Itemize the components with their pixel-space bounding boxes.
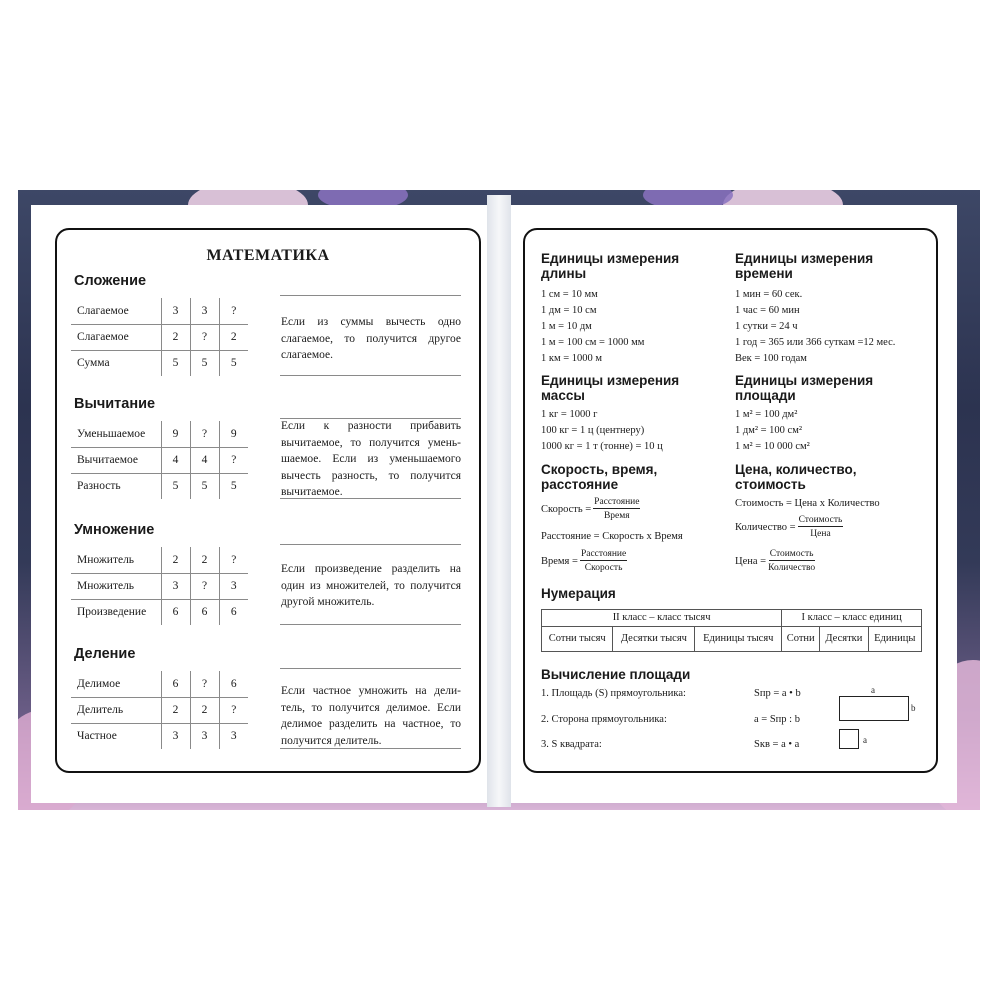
table-row [71, 473, 248, 499]
divider [280, 295, 461, 296]
numerator: Расстояние [580, 549, 627, 559]
list-item: 1 кг = 1000 г [541, 409, 598, 420]
numerator: Стоимость [798, 515, 843, 525]
square-side-a: a [863, 735, 867, 745]
page-title: МАТЕМАТИКА [206, 247, 330, 264]
area-units-list [735, 407, 810, 455]
table-cell: ? [190, 671, 219, 697]
fraction [580, 549, 627, 573]
table-cell: Слагаемое [71, 298, 161, 324]
table-row [71, 671, 248, 697]
table-cell: 3 [219, 723, 248, 749]
area-heading-line2: площади [735, 388, 796, 403]
cost-heading-line1: Цена, количество, [735, 462, 857, 477]
table-cell: 3 [219, 573, 248, 599]
fraction [593, 497, 640, 521]
table-cell: 2 [190, 697, 219, 723]
quantity-formula [735, 515, 843, 539]
table-cell: Единицы тысяч [695, 627, 782, 652]
list-item: 1 м = 100 см = 1000 мм [541, 337, 645, 348]
formula-left: Цена = [735, 555, 767, 567]
table-cell: Сотни [782, 627, 820, 652]
table-row [71, 421, 248, 447]
speed-formula [541, 497, 640, 521]
table-cell: 5 [219, 350, 248, 376]
area-calc-line-2: 2. Сторона прямоугольника: [541, 714, 667, 725]
list-item: 1 дм = 10 см [541, 305, 597, 316]
time-heading-line1: Единицы измерения [735, 251, 874, 266]
table-row [71, 298, 248, 324]
list-item: 1 год = 365 или 366 суткам =12 мес. [735, 337, 896, 348]
table-cell: 3 [161, 573, 190, 599]
length-heading [541, 251, 679, 281]
length-heading-line2: длины [541, 266, 587, 281]
table-cell: Множитель [71, 573, 161, 599]
list-item: 1 час = 60 мин [735, 305, 800, 316]
division-heading: Деление [74, 646, 136, 662]
formula-left: Скорость = [541, 503, 592, 515]
subtraction-rule-text: Если к разности прибавить вычитаемое, то получится уменьшаемое. Если из уменьшаемого вычесть разность, то получится вычитаемое. [281, 420, 461, 498]
table-cell: 2 [219, 324, 248, 350]
table-cell: ? [219, 697, 248, 723]
divider [280, 668, 461, 669]
multiplication-heading: Умножение [74, 522, 155, 538]
table-cell: Уменьшаемое [71, 421, 161, 447]
table-cell: ? [219, 298, 248, 324]
fraction [768, 549, 815, 573]
denominator: Скорость [584, 563, 623, 573]
cost-heading [735, 462, 856, 492]
length-heading-line1: Единицы измерения [541, 251, 680, 266]
list-item: 1 км = 1000 м [541, 353, 603, 364]
formula-left: Количество = [735, 521, 796, 533]
table-cell: ? [190, 324, 219, 350]
table-cell: 5 [161, 473, 190, 499]
table-row [71, 447, 248, 473]
mass-heading [541, 373, 679, 403]
table-cell: 6 [190, 599, 219, 625]
square-diagram [839, 729, 859, 749]
table-cell: Вычитаемое [71, 447, 161, 473]
table-cell: 3 [190, 723, 219, 749]
list-item: 1 мин = 60 сек. [735, 289, 803, 300]
table-cell: 2 [161, 697, 190, 723]
time-formula [541, 549, 627, 573]
reference-panel [523, 228, 938, 773]
table-cell: Произведение [77, 606, 147, 619]
time-heading [735, 251, 873, 281]
list-item: 1 м = 10 дм [541, 321, 592, 332]
denominator: Цена [810, 529, 831, 539]
speed-heading [541, 462, 657, 492]
cost-heading-line2: стоимость [735, 477, 806, 492]
area-formula-3: Sкв = a • a [754, 739, 800, 750]
numerator: Стоимость [769, 549, 814, 559]
table-cell: 3 [161, 298, 190, 324]
length-list [541, 287, 644, 367]
table-row [71, 324, 248, 350]
table-cell: 5 [190, 350, 219, 376]
table-cell: Десятки тысяч [613, 627, 695, 652]
list-item: 100 кг = 1 ц (центнеру) [541, 425, 645, 436]
subtraction-heading: Вычитание [74, 396, 156, 412]
area-calc-line-3: 3. S квадрата: [541, 739, 602, 750]
multiplication-table [71, 547, 248, 625]
list-item: 1000 кг = 1 т (тонне) = 10 ц [541, 441, 663, 452]
table-cell: 5 [190, 473, 219, 499]
distance-formula: Расстояние = Скорость х Время [541, 531, 683, 542]
table-cell: ? [219, 547, 248, 573]
list-item: 1 сутки = 24 ч [735, 321, 798, 332]
table-cell: Сумма [77, 357, 110, 370]
table-cell: Делимое [71, 671, 161, 697]
table-cell: 9 [161, 421, 190, 447]
table-cell: Частное [77, 730, 117, 743]
denominator: Количество [768, 563, 816, 573]
division-rule-text: Если частное умножить на делитель, то получится делимое. Если делимое разделить на частное, то получится делитель. [281, 685, 461, 747]
addition-table [71, 298, 248, 376]
multiplication-rule-text: Если произведение разделить на один из множителей, то получится другой множитель. [281, 563, 461, 608]
numeration-table [541, 609, 922, 652]
table-cell: 2 [161, 547, 190, 573]
table-cell: 2 [161, 324, 190, 350]
table-cell: 9 [219, 421, 248, 447]
table-cell: 2 [190, 547, 219, 573]
table-cell: 3 [161, 723, 190, 749]
divider [280, 544, 461, 545]
rectangle-diagram [839, 696, 909, 721]
table-cell: 5 [219, 473, 248, 499]
table-cell: ? [219, 447, 248, 473]
area-formula-1: Sпр = a • b [754, 688, 801, 699]
cost-formula: Стоимость = Цена х Количество [735, 498, 880, 509]
area-calc-line-1: 1. Площадь (S) прямоугольника: [541, 688, 686, 699]
area-formula-2: a = Sпр : b [754, 714, 800, 725]
list-item: Век = 100 годам [735, 353, 807, 364]
table-row [71, 723, 248, 749]
table-cell: 4 [190, 447, 219, 473]
divider [280, 624, 461, 625]
table-row [71, 350, 248, 376]
table-cell: 6 [219, 671, 248, 697]
math-operations-panel [55, 228, 481, 773]
class-thousands: II класс – класс тысяч [542, 610, 782, 627]
notebook-spine [487, 195, 511, 807]
table-row [71, 697, 248, 723]
speed-heading-line2: расстояние [541, 477, 619, 492]
addition-rule-text: Если из суммы вычесть одно слагаемое, то получится другое слагаемое. [281, 316, 461, 361]
table-cell: 6 [219, 599, 248, 625]
numerator: Расстояние [594, 497, 640, 507]
table-cell: 5 [161, 350, 190, 376]
table-cell: Сотни тысяч [542, 627, 613, 652]
mass-heading-line2: массы [541, 388, 585, 403]
area-calc-heading: Вычисление площади [541, 667, 691, 682]
denominator: Время [603, 511, 630, 521]
table-cell: 3 [190, 298, 219, 324]
table-cell: ? [190, 573, 219, 599]
price-formula [735, 549, 815, 573]
divider [280, 375, 461, 376]
time-list [735, 287, 895, 367]
area-units-heading [735, 373, 873, 403]
mass-list [541, 407, 663, 455]
table-cell: 6 [161, 599, 190, 625]
table-cell: Слагаемое [71, 324, 161, 350]
list-item: 1 м² = 100 дм² [735, 409, 798, 420]
speed-heading-line1: Скорость, время, [541, 462, 658, 477]
table-row [71, 547, 248, 573]
list-item: 1 см = 10 мм [541, 289, 598, 300]
mass-heading-line1: Единицы измерения [541, 373, 680, 388]
addition-heading: Сложение [74, 273, 147, 289]
time-heading-line2: времени [735, 266, 793, 281]
table-cell: 6 [161, 671, 190, 697]
rect-side-b: b [911, 703, 916, 713]
rect-side-a: a [871, 685, 875, 695]
numeration-heading: Нумерация [541, 586, 616, 601]
list-item: 1 м² = 10 000 см² [735, 441, 810, 452]
table-cell: Единицы [868, 627, 921, 652]
table-cell: Делитель [71, 697, 161, 723]
table-row [71, 573, 248, 599]
subtraction-table [71, 421, 248, 499]
class-units: I класс – класс единиц [782, 610, 922, 627]
formula-left: Время = [541, 555, 578, 567]
table-cell: Десятки [820, 627, 868, 652]
fraction [798, 515, 844, 539]
list-item: 1 дм² = 100 см² [735, 425, 803, 436]
table-row [71, 599, 248, 625]
area-heading-line1: Единицы измерения [735, 373, 874, 388]
table-cell: ? [190, 421, 219, 447]
division-table [71, 671, 248, 749]
table-cell: Разность [77, 480, 121, 493]
table-cell: 4 [161, 447, 190, 473]
table-cell: Множитель [71, 547, 161, 573]
